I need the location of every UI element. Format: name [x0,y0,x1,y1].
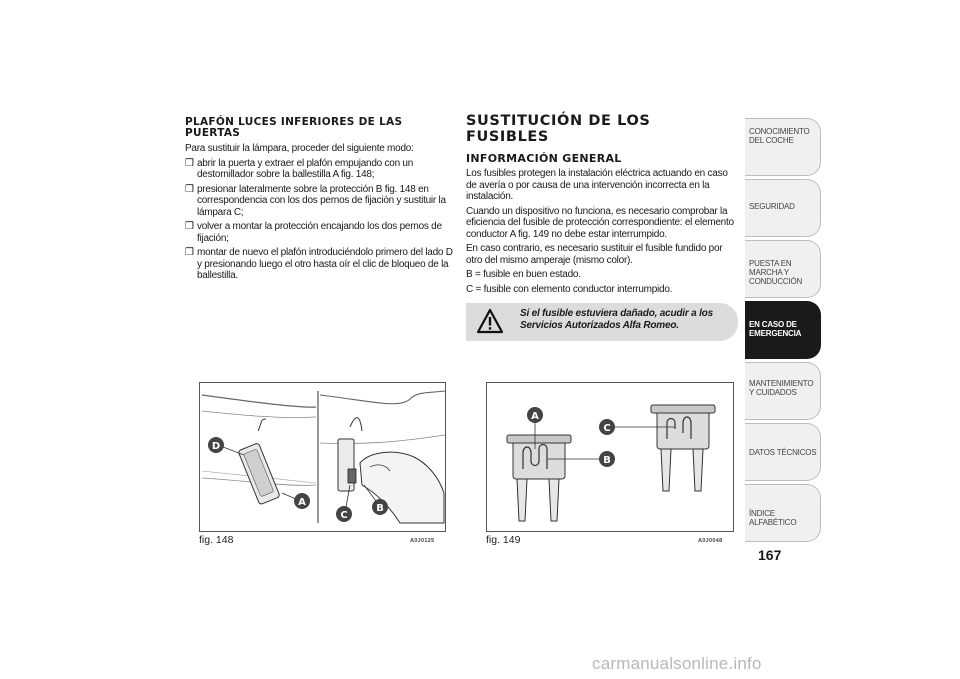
paragraph: C = fusible con elemento conductor interrumpido. [466,283,673,295]
list-item [185,158,453,181]
list-item-text: presionar lateralmente sobre la protección B fig. 148 en correspondencia con los dos pernos de fijación y sustituir la lámpara C; [197,183,446,218]
figure-148 [199,382,446,532]
tab-label: PUESTA EN MARCHA Y CONDUCCIÓN [749,259,803,286]
list-item-text: volver a montar la protección encajando los dos pernos de fijación; [197,221,442,244]
checkbox-bullet-icon: ❒ [185,247,194,258]
list-item [185,247,453,282]
figure-148-illustration [200,383,445,531]
figure-149-label: fig. 149 [486,534,521,546]
tab-puesta-en-marcha[interactable] [745,240,821,298]
list-item-text: abrir la puerta y extraer el plafón empujando con un destornillador sobre la ballestilla A fig. 148; [197,157,414,180]
watermark: carmanualsonline.info [592,654,762,673]
tab-label: CONOCIMIENTO DEL COCHE [749,127,810,145]
tab-label: SEGURIDAD [749,202,795,211]
procedure-list [185,158,453,282]
page-number: 167 [758,547,782,563]
tab-label: EN CASO DE EMERGENCIA [749,320,802,338]
list-item [185,184,453,219]
callout-C: C [603,423,611,434]
section-heading-plafon [185,117,453,139]
tab-label: MANTENIMIENTO Y CUIDADOS [749,379,814,397]
checkbox-bullet-icon: ❒ [185,221,194,232]
section-subtitle: INFORMACIÓN GENERAL [466,152,622,165]
tab-label: DATOS TÉCNICOS [749,448,817,457]
paragraph: En caso contrario, es necesario sustituir el fusible fundido por otro del mismo amperaje (mismo color). [466,243,723,266]
callout-A: A [531,411,539,422]
heading-line-1: PLAFÓN LUCES INFERIORES DE LAS [185,116,403,128]
figure-149-illustration [487,383,733,531]
callout-A: A [298,497,306,508]
intro-text: Para sustituir la lámpara, proceder del siguiente modo: [185,143,414,154]
paragraph: Los fusibles protegen la instalación eléctrica actuando en caso de avería o por causa de una intervención incorrecta en la instalación. [466,168,728,202]
figure-148-label: fig. 148 [199,534,234,546]
callout-D: D [211,441,221,452]
figure-149 [486,382,734,532]
warning-triangle-icon [476,308,504,334]
warning-text: Si el fusible estuviera dañado, acudir a los Servicios Autorizados Alfa Romeo. [520,308,713,331]
list-item-text: montar de nuevo el plafón introduciéndolo primero del lado D y presionando luego el otro hasta oír el clic de bloqueo de la ballestilla. [197,247,453,281]
tab-indice-alfabetico[interactable] [745,484,821,542]
tab-conocimiento-del-coche[interactable] [745,118,821,176]
tab-label: ÍNDICE ALFABÉTICO [749,509,797,527]
paragraph: Cuando un dispositivo no funciona, es necesario comprobar la eficiencia del fusible de protección correspondiente: el elemento conductor A fig. 149 no debe estar interrumpido. [466,205,734,240]
left-column [185,117,453,285]
warning-note [466,303,738,341]
heading-line-2: PUERTAS [185,127,241,139]
callout-C: C [340,510,348,521]
callout-B: B [376,503,384,514]
tab-mantenimiento[interactable] [745,362,821,420]
tab-en-caso-de-emergencia[interactable] [745,301,821,359]
list-item [185,221,453,244]
figure-149-code: A0J0048 [698,538,723,544]
checkbox-bullet-icon: ❒ [185,183,194,195]
callout-B: B [603,455,611,466]
paragraph: B = fusible en buen estado. [466,269,581,280]
tab-datos-tecnicos[interactable] [745,423,821,481]
section-title: SUSTITUCIÓN DE LOS FUSIBLES [466,113,651,145]
checkbox-bullet-icon: ❒ [185,157,194,169]
tab-seguridad[interactable] [745,179,821,237]
figure-148-code: A0J0125 [410,538,435,544]
right-column [466,113,738,295]
